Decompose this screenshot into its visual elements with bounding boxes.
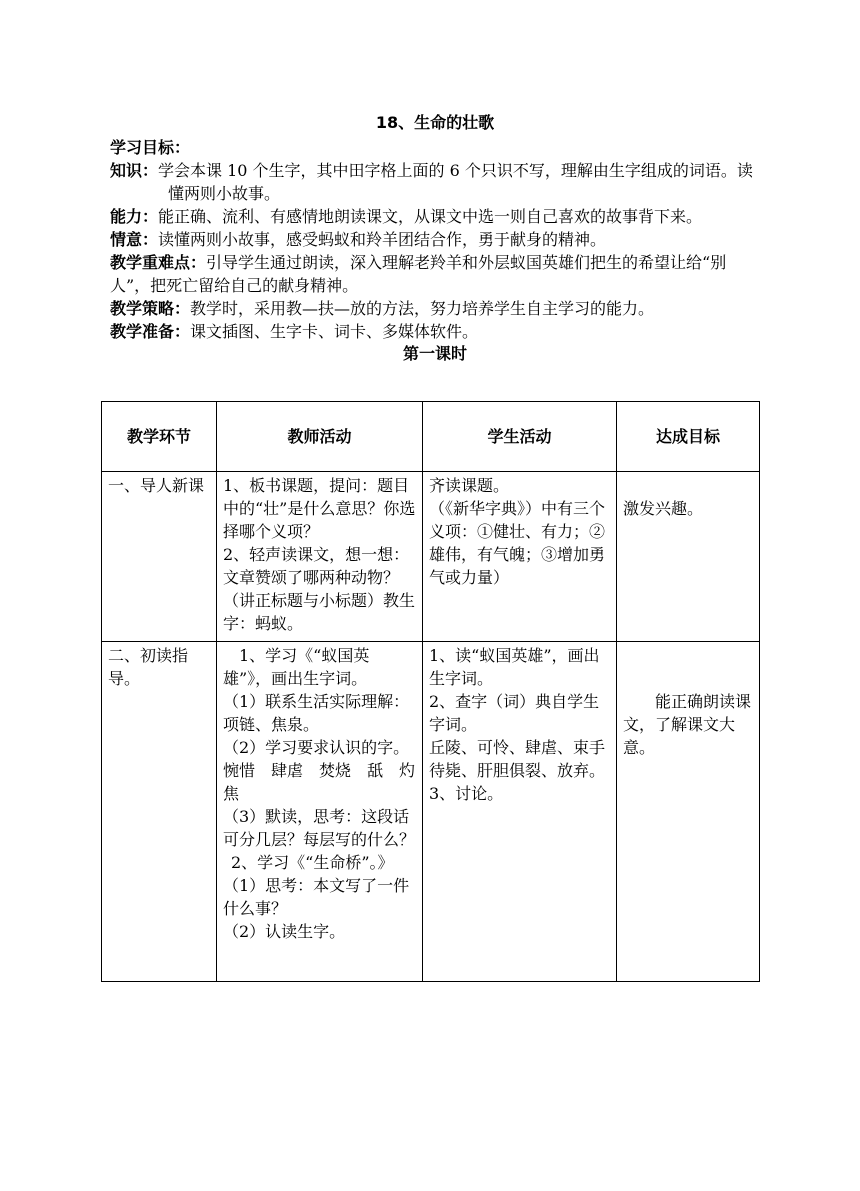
emotion-paragraph: [110, 228, 760, 251]
table-row: [102, 642, 760, 982]
strategy-text: 教学时，采用教—扶—放的方法，努力培养学生自主学习的能力。: [190, 299, 655, 318]
objectives-heading: 学习目标：: [110, 138, 191, 157]
table-row: [102, 472, 760, 642]
knowledge-text: 学会本课 10 个生字，其中田字格上面的 6 个只识不写，理解由生字组成的词语。读懂两则小故事。: [158, 161, 753, 203]
document-body: [110, 112, 760, 365]
row1-stage: 一、导人新课: [102, 472, 217, 642]
row1-goal-text: 激发兴趣。: [623, 499, 704, 518]
row1-student: [423, 472, 617, 642]
row2-goal: [617, 642, 760, 982]
focus-label: 教学重难点：: [110, 253, 207, 272]
row2-teacher-line: （3）默读，思考：这段话可分几层？每层写的什么？: [223, 807, 416, 849]
page-title: 18、生命的壮歌: [375, 113, 495, 132]
knowledge-label: 知识：: [110, 161, 159, 180]
row2-student-line: 丘陵、可怜、肆虐、束手待毙、肝胆俱裂、放弃。: [429, 738, 606, 780]
strategy-paragraph: [110, 297, 760, 320]
table-header-row: [102, 402, 760, 472]
row2-goal-text: 能正确朗读课文，了解课文大意。: [623, 692, 752, 757]
row2-teacher-line: （2）学习要求认识的字。惋惜 肆虐 焚烧 舐 灼焦: [223, 738, 416, 803]
row1-teacher-line: 2、轻声读课文，想一想：文章赞颂了哪两种动物？（讲正标题与小标题）教生字：蚂蚁。: [223, 545, 416, 633]
knowledge-paragraph: [110, 159, 760, 205]
focus-paragraph: [110, 251, 760, 297]
row1-goal: [617, 472, 760, 642]
row2-teacher-line: （1）联系生活实际理解：项链、焦泉。: [223, 692, 410, 734]
lesson-plan-table: [101, 401, 760, 982]
row1-student-line: 齐读课题。: [429, 476, 510, 495]
row2-student-line: 1、读“蚁国英雄”，画出生字词。: [429, 646, 600, 688]
strategy-label: 教学策略：: [110, 299, 191, 318]
row2-teacher-line: 1、学习《“蚁国英雄”》，画出生字词。: [223, 646, 370, 688]
row2-student: [423, 642, 617, 982]
header-stage: 教学环节: [102, 402, 217, 472]
focus-text: 引导学生通过朗读，深入理解老羚羊和外层蚁国英雄们把生的希望让给“别人”，把死亡留给自己的献身精神。: [110, 253, 727, 295]
prep-paragraph: [110, 320, 760, 343]
row2-teacher-line: （1）思考：本文写了一件什么事？: [223, 876, 410, 918]
row2-teacher: [217, 642, 423, 982]
ability-paragraph: [110, 205, 760, 228]
row2-student-line: 2、查字（词）典自学生字词。: [429, 692, 600, 734]
ability-text: 能正确、流利、有感情地朗读课文，从课文中选一则自己喜欢的故事背下来。: [158, 207, 703, 226]
lesson-title: 第一课时: [402, 344, 467, 363]
row2-teacher-line: （2）认读生字。: [223, 922, 346, 941]
prep-text: 课文插图、生字卡、词卡、多媒体软件。: [190, 322, 479, 341]
row2-teacher-line: 2、学习《“生命桥”。》: [231, 853, 394, 872]
emotion-text: 读懂两则小故事，感受蚂蚁和羚羊团结合作，勇于献身的精神。: [158, 230, 607, 249]
row2-stage: 二、初读指导。: [102, 642, 217, 982]
row1-teacher-line: 1、板书课题，提问：题目中的“壮”是什么意思？你选择哪个义项？: [223, 476, 416, 541]
header-student: 学生活动: [423, 402, 617, 472]
header-teacher: 教师活动: [217, 402, 423, 472]
header-goal: 达成目标: [617, 402, 760, 472]
emotion-label: 情意：: [110, 230, 159, 249]
row1-teacher: [217, 472, 423, 642]
prep-label: 教学准备：: [110, 322, 191, 341]
ability-label: 能力：: [110, 207, 159, 226]
row1-student-line: （《新华字典》）中有三个义项：①健壮、有力；②雄伟，有气魄；③增加勇气或力量）: [429, 499, 606, 587]
row2-student-line: 3、讨论。: [429, 784, 504, 803]
